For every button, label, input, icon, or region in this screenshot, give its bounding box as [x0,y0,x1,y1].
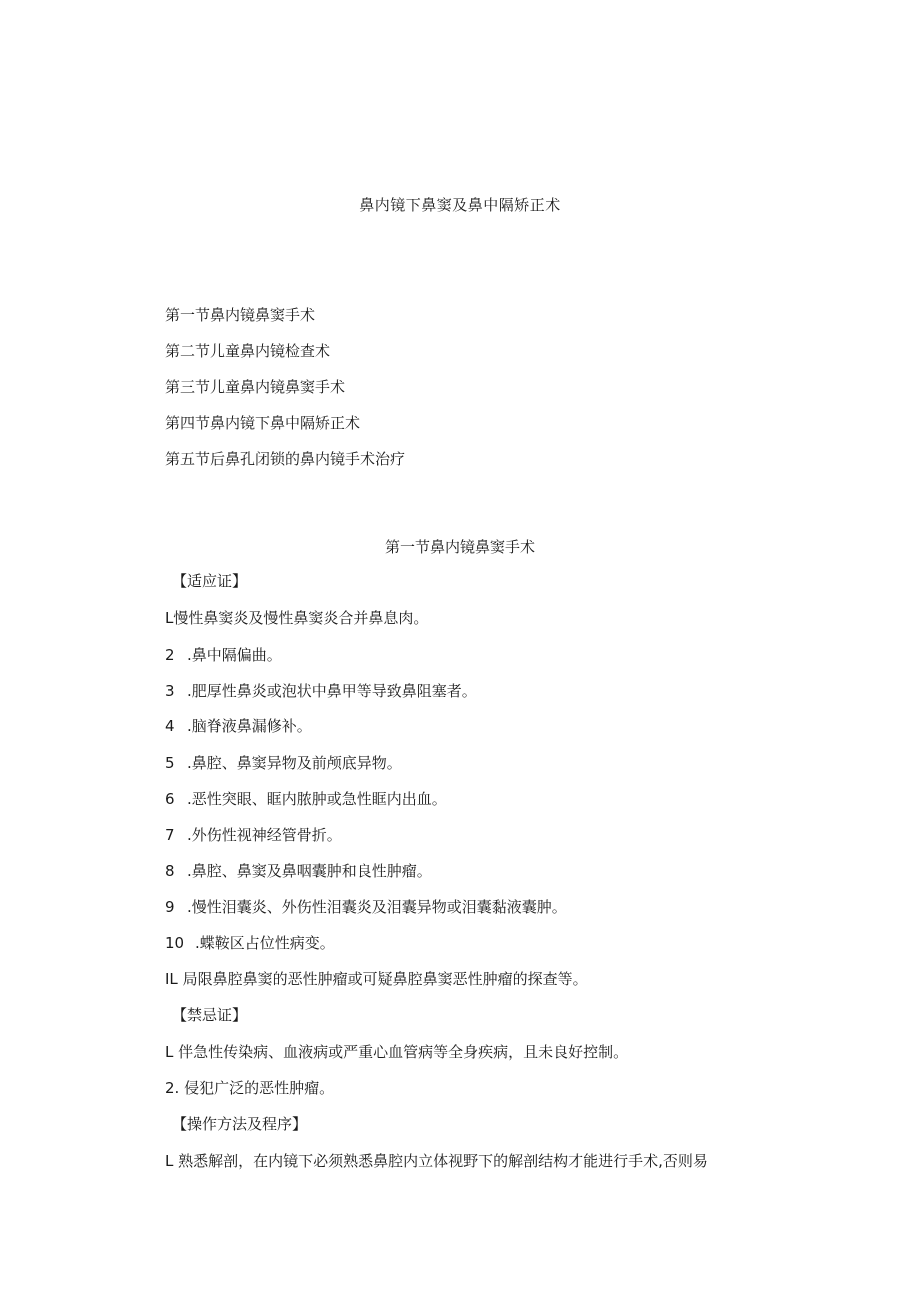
document-title: 鼻内镜下鼻窦及鼻中隔矫正术 [359,196,561,214]
contraindications-heading: 【禁忌证】 [172,1006,248,1024]
item-number: L [165,609,174,627]
item-text: .蝶鞍区占位性病变。 [195,934,335,952]
item-number: L [165,1043,174,1061]
section-title: 第一节鼻内镜鼻窦手术 [384,538,535,556]
indication-item [165,681,477,701]
indication-item [165,825,342,845]
item-text: 伴急性传染病、血液病或严重心血管病等全身疾病，且未良好控制。 [178,1043,629,1061]
item-number: 8 [165,862,175,880]
item-number: 2. [165,1079,180,1097]
indication-item [165,933,335,953]
indication-item [165,645,282,665]
indication-item [165,789,447,809]
item-text: .鼻腔、鼻窦及鼻咽囊肿和良性肿瘤。 [187,862,432,880]
item-number: 9 [165,898,175,916]
procedure-item [165,1151,708,1171]
item-text: .鼻腔、鼻窦异物及前颅底异物。 [187,754,402,772]
item-text: 侵犯广泛的恶性肿瘤。 [184,1079,335,1097]
item-text: .外伤性视神经管骨折。 [187,826,342,844]
item-number: 5 [165,754,175,772]
toc-item: 第四节鼻内镜下鼻中隔矫正术 [165,414,361,432]
indication-item [165,969,588,989]
toc-item: 第三节儿童鼻内镜鼻窦手术 [165,378,346,396]
indication-item [165,897,567,917]
contraindication-item [165,1042,628,1062]
table-of-contents [165,305,405,485]
item-number: 7 [165,826,175,844]
item-number: 2 [165,646,175,664]
item-text: 熟悉解剖，在内镜下必须熟悉鼻腔内立体视野下的解剖结构才能进行手术,否则易 [178,1152,708,1170]
indications-heading: 【适应证】 [172,572,248,590]
item-number: IL [165,970,178,988]
toc-item: 第五节后鼻孔闭锁的鼻内镜手术治疗 [165,450,406,468]
item-text: .脑脊液鼻漏修补。 [187,717,312,735]
item-number: 3 [165,682,175,700]
item-text: 局限鼻腔鼻窦的恶性肿瘤或可疑鼻腔鼻窦恶性肿瘤的探查等。 [182,970,588,988]
indication-item [165,753,402,773]
contraindication-item [165,1078,334,1098]
item-number: 6 [165,790,175,808]
indication-item [165,608,428,628]
item-text: .恶性突眼、眶内脓肿或急性眶内出血。 [187,790,447,808]
indication-item [165,861,432,881]
item-number: 4 [165,717,175,735]
item-text: .肥厚性鼻炎或泡状中鼻甲等导致鼻阻塞者。 [187,682,477,700]
item-number: L [165,1152,174,1170]
item-number: 10 [165,934,185,952]
indication-item [165,716,312,736]
item-text: 慢性鼻窦炎及慢性鼻窦炎合并鼻息肉。 [173,609,429,627]
toc-item: 第二节儿童鼻内镜检查术 [165,342,331,360]
item-text: .鼻中隔偏曲。 [187,646,282,664]
procedure-heading: 【操作方法及程序】 [172,1115,308,1133]
item-text: .慢性泪囊炎、外伤性泪囊炎及泪囊异物或泪囊黏液囊肿。 [187,898,567,916]
toc-item: 第一节鼻内镜鼻窦手术 [165,306,316,324]
